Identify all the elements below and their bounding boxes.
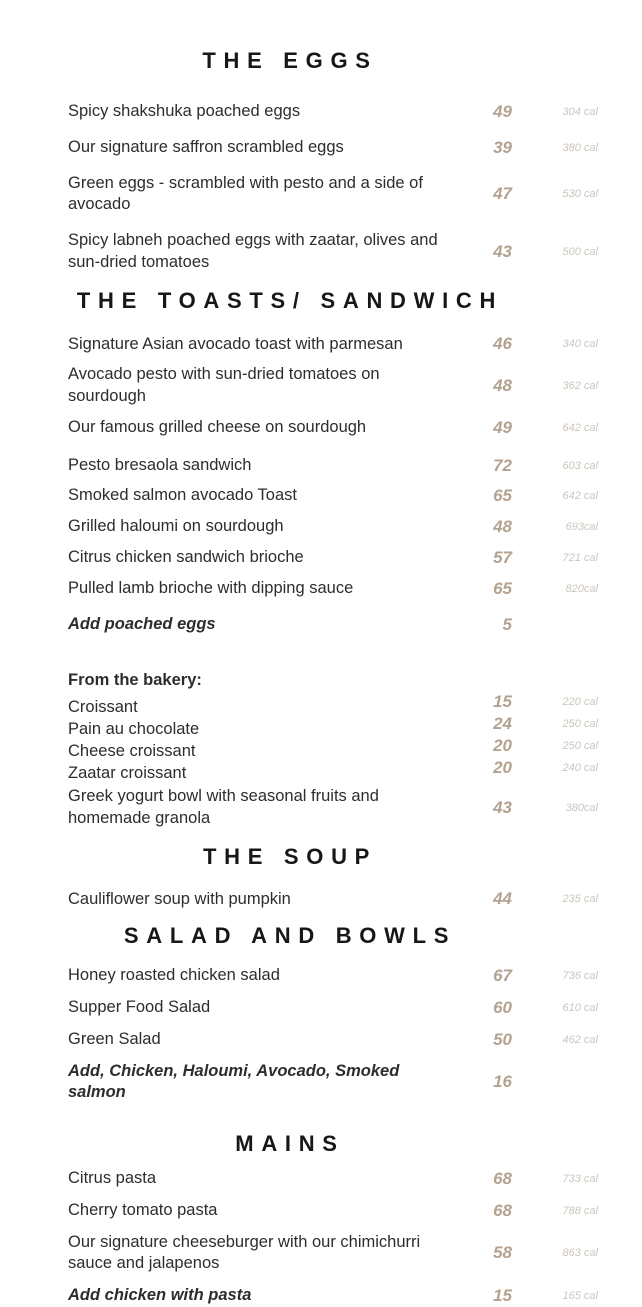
menu-item-row xyxy=(68,1168,598,1190)
item-price: 65 xyxy=(493,486,512,506)
item-name: Cherry tomato pasta xyxy=(68,1200,218,1219)
item-price: 50 xyxy=(493,1029,512,1049)
menu-item-row xyxy=(68,889,598,911)
item-name: Spicy shakshuka poached eggs xyxy=(68,102,301,120)
item-calories: 462 cal xyxy=(562,1033,598,1046)
item-name: From the bakery: xyxy=(68,671,202,690)
section-title: THE TOASTS/ SANDWICH xyxy=(76,287,504,313)
menu-item-row xyxy=(68,1285,598,1307)
item-name: Grilled haloumi on sourdough xyxy=(68,517,284,536)
item-price: 47 xyxy=(493,184,512,204)
item-name: Zaatar croissant xyxy=(68,764,187,783)
item-calories: 250 cal xyxy=(562,718,598,731)
menu-item-row xyxy=(68,1232,598,1276)
item-calories: 693cal xyxy=(565,521,598,534)
item-price: 60 xyxy=(493,997,512,1017)
menu-section-the-eggs xyxy=(68,48,598,274)
item-calories: 220 cal xyxy=(562,696,598,709)
menu-item-row xyxy=(68,758,598,784)
item-price: 68 xyxy=(493,1200,512,1220)
item-price: 15 xyxy=(493,692,512,712)
section-title: SALAD AND BOWLS xyxy=(123,923,457,949)
item-name: Pulled lamb brioche with dipping sauce xyxy=(68,578,354,597)
item-name: Croissant xyxy=(68,698,138,717)
menu-item-row xyxy=(68,736,598,762)
item-price: 44 xyxy=(493,889,512,909)
menu-item-row xyxy=(68,516,598,538)
item-name: Smoked salmon avocado Toast xyxy=(68,486,297,505)
menu-item-row xyxy=(68,786,598,830)
item-calories: 820cal xyxy=(565,582,598,595)
menu-item-row xyxy=(68,230,598,274)
item-calories: 642 cal xyxy=(562,490,598,503)
item-price: 67 xyxy=(493,966,512,986)
item-name: Honey roasted chicken salad xyxy=(68,966,280,985)
item-price: 16 xyxy=(493,1072,512,1092)
menu-item-row xyxy=(68,101,598,123)
section-title: THE EGGS xyxy=(202,48,378,73)
menu-item-row xyxy=(68,334,598,356)
menu-item-row xyxy=(68,173,598,217)
item-calories: 362 cal xyxy=(562,380,598,393)
item-calories: 380cal xyxy=(565,801,598,814)
item-price: 48 xyxy=(493,517,512,537)
item-name: Citrus pasta xyxy=(68,1169,157,1188)
item-calories: 530 cal xyxy=(562,188,598,201)
item-price: 49 xyxy=(493,101,512,121)
menu-item-row xyxy=(68,670,598,692)
item-name: Greek yogurt bowl with seasonal fruits and homemade granola xyxy=(68,787,379,827)
item-price: 49 xyxy=(493,417,512,437)
item-name: Supper Food Salad xyxy=(68,998,211,1017)
item-calories: 340 cal xyxy=(562,338,598,351)
item-price: 20 xyxy=(493,736,512,756)
item-price: 46 xyxy=(493,334,512,354)
menu-item-row xyxy=(68,714,598,740)
item-name: Signature Asian avocado toast with parmesan xyxy=(68,334,403,353)
item-price: 57 xyxy=(493,547,512,567)
item-calories: 863 cal xyxy=(562,1247,598,1260)
item-name: Add chicken with pasta xyxy=(68,1286,252,1305)
menu-item-row xyxy=(68,547,598,569)
item-price: 48 xyxy=(493,376,512,396)
item-name: Our signature cheeseburger with our chimichurri sauce and jalapenos xyxy=(68,1232,421,1273)
menu-item-row xyxy=(68,692,598,718)
menu-item-row xyxy=(68,997,598,1019)
menu-item-row xyxy=(68,1061,598,1105)
item-calories: 235 cal xyxy=(562,893,598,906)
item-calories: 610 cal xyxy=(562,1001,598,1014)
item-name: Avocado pesto with sun-dried tomatoes on sourdough xyxy=(68,365,380,406)
item-calories: 603 cal xyxy=(562,459,598,472)
item-name: Green eggs - scrambled with pesto and a side of avocado xyxy=(68,173,423,214)
item-name: Our famous grilled cheese on sourdough xyxy=(68,417,367,436)
menu-item-row xyxy=(68,1200,598,1222)
menu-item-row xyxy=(68,417,598,439)
menu-item-row xyxy=(68,1029,598,1051)
menu-section-mains xyxy=(68,1131,598,1307)
item-price: 43 xyxy=(493,241,512,261)
section-title: MAINS xyxy=(235,1131,345,1157)
menu-item-row xyxy=(68,965,598,987)
item-calories: 380 cal xyxy=(562,141,598,154)
item-calories: 240 cal xyxy=(562,762,598,775)
item-name: Cheese croissant xyxy=(68,742,196,761)
item-price: 20 xyxy=(493,758,512,778)
menu-section-salad-and-bowls xyxy=(68,923,598,1104)
item-price: 43 xyxy=(493,797,512,817)
item-name: Add, Chicken, Haloumi, Avocado, Smoked salmon xyxy=(68,1061,400,1102)
item-price: 5 xyxy=(502,615,512,635)
menu-section-the-soup xyxy=(68,844,598,911)
item-calories: 250 cal xyxy=(562,740,598,753)
menu-item-row xyxy=(68,137,598,159)
menu-item-row xyxy=(68,364,598,408)
item-name: Green Salad xyxy=(68,1029,161,1048)
item-price: 24 xyxy=(493,714,512,734)
item-name: Citrus chicken sandwich brioche xyxy=(68,547,304,566)
item-calories: 721 cal xyxy=(562,551,598,564)
item-name: Pain au chocolate xyxy=(68,720,200,739)
item-calories: 733 cal xyxy=(562,1173,598,1186)
item-calories: 642 cal xyxy=(562,421,598,434)
item-calories: 788 cal xyxy=(562,1204,598,1217)
section-title: THE SOUP xyxy=(202,843,378,869)
item-price: 58 xyxy=(493,1243,512,1263)
item-price: 68 xyxy=(493,1169,512,1189)
menu-item-row xyxy=(68,485,598,507)
menu-item-row xyxy=(68,455,598,477)
item-price: 39 xyxy=(493,137,512,157)
menu-item-row xyxy=(68,578,598,600)
item-name: Our signature saffron scrambled eggs xyxy=(68,137,344,156)
item-calories: 736 cal xyxy=(562,970,598,983)
menu-section-the-toasts-sandwich xyxy=(68,288,598,830)
item-name: Add poached eggs xyxy=(68,615,216,634)
item-name: Pesto bresaola sandwich xyxy=(68,455,252,474)
item-calories: 165 cal xyxy=(562,1290,598,1303)
item-calories: 500 cal xyxy=(562,245,598,258)
item-name: Cauliflower soup with pumpkin xyxy=(68,889,291,908)
menu-item-row xyxy=(68,614,598,636)
item-calories: 304 cal xyxy=(562,105,598,118)
item-name: Spicy labneh poached eggs with zaatar, olives and sun-dried tomatoes xyxy=(68,231,438,271)
item-price: 15 xyxy=(493,1286,512,1306)
item-price: 72 xyxy=(493,455,512,475)
item-price: 65 xyxy=(493,578,512,598)
